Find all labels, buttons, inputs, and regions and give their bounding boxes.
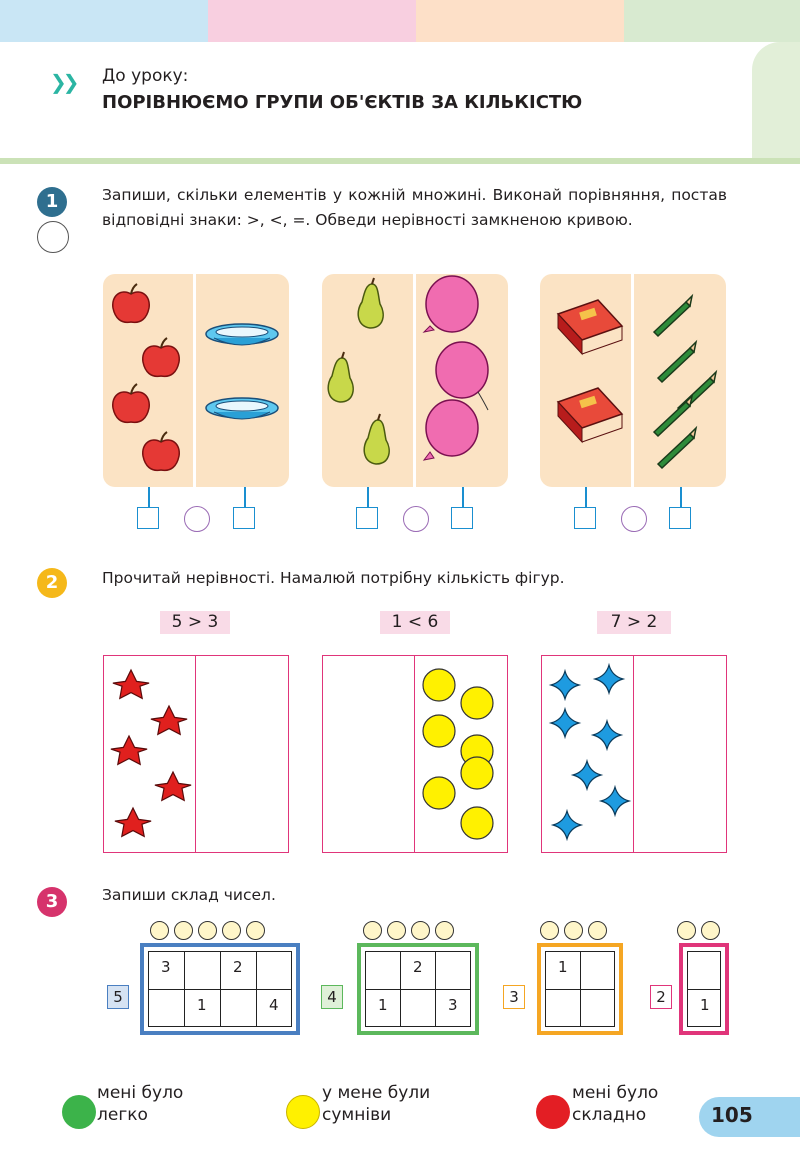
cell[interactable]: 2 (413, 958, 423, 976)
four-point-star-icon (551, 671, 579, 699)
pear-icon (364, 414, 389, 464)
book-icon (558, 388, 622, 442)
star-icon (113, 670, 149, 698)
task-3-text: Запиши склад чисел. (102, 886, 276, 904)
number-label-5: 5 (107, 985, 129, 1009)
header-tab-body (752, 90, 800, 162)
top-band-blue (0, 0, 208, 42)
connector (148, 487, 150, 507)
four-point-star-icon (551, 709, 579, 737)
count-box[interactable] (233, 507, 255, 529)
cell[interactable]: 2 (233, 958, 243, 976)
apple-icon (143, 432, 180, 470)
legend-hard: мені було складно (572, 1083, 659, 1125)
task-2-badge: 2 (37, 568, 67, 598)
plate-icon (206, 398, 278, 419)
book-icon (558, 300, 622, 354)
task-1-badge: 1 (37, 187, 67, 217)
count-box[interactable] (574, 507, 596, 529)
cell[interactable]: 3 (161, 958, 171, 976)
connector (680, 487, 682, 507)
chevron-double-icon: ❯❯ (50, 70, 76, 94)
page-number: 105 (699, 1097, 800, 1137)
task-2-text: Прочитай нерівності. Намалюй потрібну кількість фігур. (102, 569, 565, 587)
pip (387, 921, 406, 940)
connector (462, 487, 464, 507)
top-band-pink (208, 0, 416, 42)
pip (363, 921, 382, 940)
header-tab (752, 42, 800, 90)
task-1-answer-circle[interactable] (37, 221, 69, 253)
pear-icon (328, 352, 353, 402)
top-band-orange (416, 0, 624, 42)
pencils-group (634, 274, 726, 487)
blue-stars-group (543, 657, 633, 851)
apples-group (103, 274, 193, 487)
star-icon (155, 772, 191, 800)
count-box[interactable] (137, 507, 159, 529)
pear-icon (358, 278, 383, 328)
cell[interactable]: 1 (197, 996, 207, 1014)
four-point-star-icon (593, 721, 621, 749)
inequality-2: 1 < 6 (380, 611, 450, 634)
inequality-3: 7 > 2 (597, 611, 671, 634)
composition-grid-4 (365, 951, 471, 1027)
composition-grid-2 (687, 951, 721, 1027)
number-label-4: 4 (321, 985, 343, 1009)
legend-doubt: у мене були сумніви (322, 1083, 431, 1125)
count-box[interactable] (451, 507, 473, 529)
pip (246, 921, 265, 940)
cell[interactable]: 1 (378, 996, 388, 1014)
pip (677, 921, 696, 940)
pip (222, 921, 241, 940)
task-3-badge: 3 (37, 887, 67, 917)
apple-icon (113, 284, 150, 322)
four-point-star-icon (573, 761, 601, 789)
cell[interactable]: 1 (558, 958, 568, 976)
balloon-icon (436, 342, 488, 410)
yellow-circle-icon (423, 669, 455, 701)
balloon-icon (424, 400, 478, 460)
easy-dot[interactable] (62, 1095, 96, 1129)
star-icon (151, 706, 187, 734)
stars-group (105, 657, 195, 851)
pip (150, 921, 169, 940)
pencil-icon (654, 396, 692, 436)
star-icon (115, 808, 151, 836)
inequality-1: 5 > 3 (160, 611, 230, 634)
composition-grid-3 (545, 951, 615, 1027)
plates-group (196, 274, 289, 487)
pip (435, 921, 454, 940)
cell[interactable]: 1 (700, 996, 710, 1014)
balloons-group (416, 274, 508, 487)
task-1-text: Запиши, скільки елементів у кожній множині. Виконай порівняння, постав відповідні знаки: >, <, =. Обведи нерівності замкненою кривою. (102, 186, 727, 229)
yellow-circle-icon (461, 687, 493, 719)
connector (585, 487, 587, 507)
pip (411, 921, 430, 940)
pip (174, 921, 193, 940)
plate-icon (206, 324, 278, 345)
connector (367, 487, 369, 507)
header-divider (0, 158, 800, 164)
number-label-2: 2 (650, 985, 672, 1009)
yellow-circles-group (415, 657, 506, 851)
balloon-icon (424, 276, 478, 332)
yellow-circle-icon (423, 715, 455, 747)
lesson-subtitle: До уроку: (102, 66, 189, 86)
lesson-title: ПОРІВНЮЄМО ГРУПИ ОБ'ЄКТІВ ЗА КІЛЬКІСТЮ (102, 92, 583, 113)
compare-circle[interactable] (403, 506, 429, 532)
pip (540, 921, 559, 940)
apple-icon (143, 338, 180, 376)
yellow-circle-icon (461, 807, 493, 839)
four-point-star-icon (595, 665, 623, 693)
cell[interactable]: 4 (269, 996, 279, 1014)
compare-circle[interactable] (621, 506, 647, 532)
cell[interactable]: 3 (448, 996, 458, 1014)
legend-easy: мені було легко (97, 1083, 184, 1125)
pip (701, 921, 720, 940)
pip (564, 921, 583, 940)
four-point-star-icon (601, 787, 629, 815)
compare-circle[interactable] (184, 506, 210, 532)
pencil-icon (658, 342, 696, 382)
pencil-icon (654, 296, 692, 336)
top-band-green (624, 0, 800, 42)
number-label-3: 3 (503, 985, 525, 1009)
pears-group (322, 274, 413, 487)
yellow-circle-icon (423, 777, 455, 809)
pencil-icon (658, 428, 696, 468)
apple-icon (113, 384, 150, 422)
pip (588, 921, 607, 940)
doubt-dot[interactable] (286, 1095, 320, 1129)
count-box[interactable] (356, 507, 378, 529)
count-box[interactable] (669, 507, 691, 529)
connector (244, 487, 246, 507)
pip (198, 921, 217, 940)
star-icon (111, 736, 147, 764)
books-group (540, 274, 631, 487)
hard-dot[interactable] (536, 1095, 570, 1129)
four-point-star-icon (553, 811, 581, 839)
composition-grid-5 (148, 951, 292, 1027)
yellow-circle-icon (461, 757, 493, 789)
